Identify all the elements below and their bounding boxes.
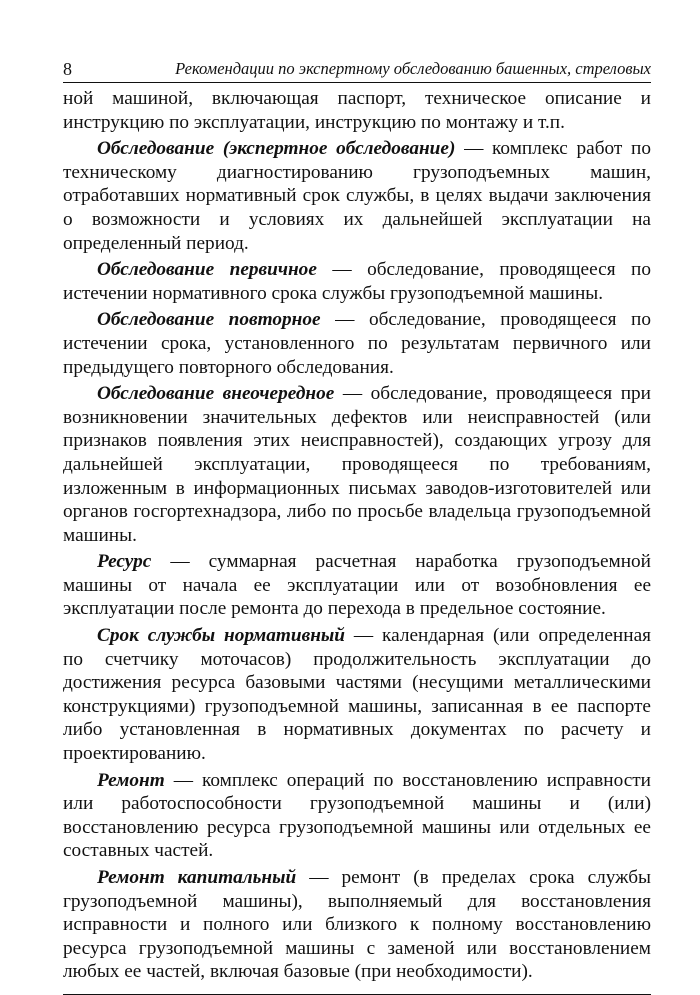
defined-term: Обследование (экспертное обследование)	[97, 138, 456, 160]
defined-term: Ресурс	[97, 551, 152, 573]
defined-term: Обследование внеочередное	[97, 383, 335, 405]
definition-paragraph	[63, 769, 651, 863]
defined-term: Срок службы нормативный	[97, 625, 346, 647]
definition-paragraph	[63, 308, 651, 379]
definition-text: — ремонт (в пределах срока службы грузоподъемной машины), выполняемый для восстановления исправности и полного или близкого к полному восстановлению ресурса грузоподъемной машины с заменой или восстановлением любых ее частей, включая базовые (при необходимости).	[63, 867, 651, 983]
definition-text: — обследование, проводящееся по истечении срока, установленного по результатам первичного или предыдущего повторного обследования.	[63, 309, 651, 378]
definition-text: — комплекс операций по восстановлению исправности или работоспособности грузоподъемной машины и (или) восстановлению ресурса грузоподъемной машины или отдельных ее составных частей.	[63, 769, 651, 862]
definition-text: — суммарная расчетная наработка грузоподъемной машины от начала ее эксплуатации или от возобновления ее эксплуатации после ремонта до перехода в предельное состояние.	[63, 551, 651, 620]
defined-term: Ремонт капитальный	[97, 867, 297, 888]
definition-paragraph	[63, 382, 651, 547]
paragraph-text: ной машиной, включающая паспорт, техническое описание и инструкцию по эксплуатации, инструкцию по монтажу и т.п.	[63, 88, 651, 133]
definition-text: — календарная (или определенная по счетчику моточасов) продолжительность эксплуатации до достижения ресурса базовыми частями (несущими металлическими конструкциями) грузоподъемной машины, записанная в ее паспорте либо установленная в нормативных документах по расчету и проектированию.	[63, 625, 651, 765]
defined-term: Обследование повторное	[97, 309, 321, 331]
document-page	[63, 58, 651, 995]
running-header	[63, 58, 651, 83]
body-text	[63, 87, 651, 984]
paragraph-continuation	[63, 87, 651, 134]
defined-term: Обследование первичное	[97, 259, 317, 281]
definition-paragraph	[63, 550, 651, 621]
definition-text: — комплекс работ по техническому диагностированию грузоподъемных машин, отработавших нормативный срок службы, в целях выдачи заключения о возможности и условиях их дальнейшей эксплуатации на определенный период.	[63, 138, 651, 254]
definition-paragraph	[63, 624, 651, 766]
definition-text: — обследование, проводящееся при возникновении значительных дефектов или неисправностей (или признаков появления этих неисправностей), создающих угрозу для дальнейшей эксплуатации, проводящееся по требованиям, изложенным в информационных письмах заводов-изготовителей или органов госгортехнадзора, либо по просьбе владельца грузоподъемной машины.	[63, 383, 651, 546]
page-number: 8	[63, 59, 72, 79]
defined-term: Ремонт	[97, 769, 165, 791]
definition-paragraph	[63, 137, 651, 255]
definition-paragraph	[63, 866, 651, 984]
running-title: Рекомендации по экспертному обследованию башенных, стреловых	[175, 59, 651, 78]
definition-paragraph	[63, 258, 651, 305]
definition-text: — обследование, проводящееся по истечении нормативного срока службы грузоподъемной машины.	[63, 259, 651, 304]
